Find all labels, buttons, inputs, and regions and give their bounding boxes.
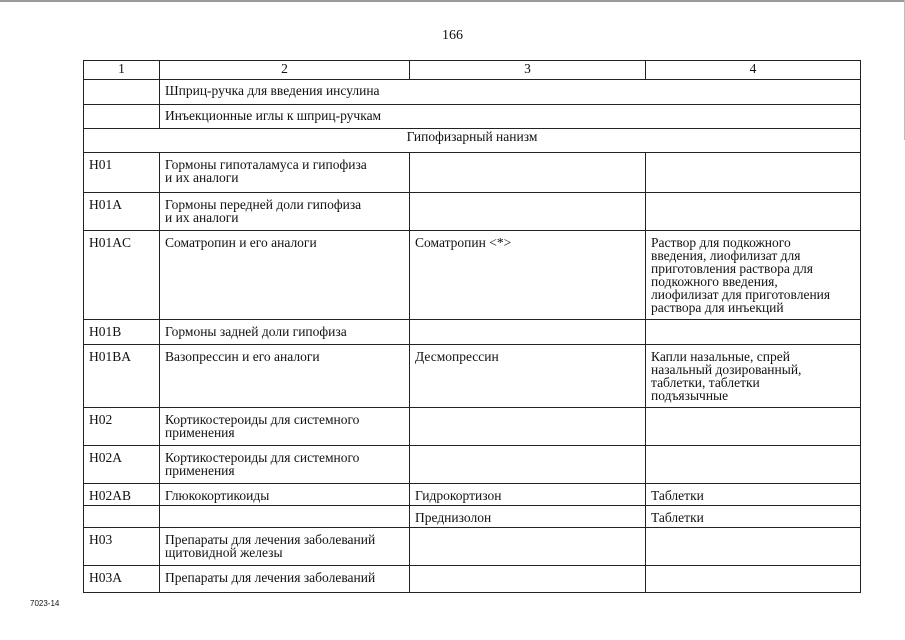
header-cell-2: 2 (160, 61, 410, 80)
code-cell: H02A (84, 446, 160, 484)
code-cell: H01AC (84, 231, 160, 320)
code-cell (84, 506, 160, 528)
item-cell: Шприц-ручка для введения инсулина (160, 80, 861, 105)
form-cell (646, 320, 861, 345)
section-row (84, 129, 861, 153)
name-cell: Препараты для лечения заболеваний щитовидной железы (160, 528, 410, 566)
header-cell-1: 1 (84, 61, 160, 80)
page-number: 166 (442, 28, 463, 43)
code-cell: H02 (84, 408, 160, 446)
table-row (84, 566, 861, 593)
table-row (84, 408, 861, 446)
form-cell: Капли назальные, спрей назальный дозированный, таблетки, таблетки подъязычные (646, 345, 861, 408)
table-row (84, 153, 861, 193)
name-cell: Гормоны передней доли гипофиза и их аналоги (160, 193, 410, 231)
item-cell: Инъекционные иглы к шприц-ручкам (160, 105, 861, 129)
table-row (84, 528, 861, 566)
name-cell: Вазопрессин и его аналоги (160, 345, 410, 408)
table-row (84, 320, 861, 345)
table-row (84, 105, 861, 129)
form-cell (646, 153, 861, 193)
table-row (84, 193, 861, 231)
code-cell: H02AB (84, 484, 160, 506)
name-cell: Препараты для лечения заболеваний (160, 566, 410, 593)
code-cell: H03 (84, 528, 160, 566)
form-cell: Таблетки (646, 484, 861, 506)
form-cell: Раствор для подкожного введения, лиофилизат для приготовления раствора для подкожного введения, лиофилизат для приготовления раствора для инъекций (646, 231, 861, 320)
name-cell: Глюкокортикоиды (160, 484, 410, 506)
code-cell: H01 (84, 153, 160, 193)
drug-cell: Соматропин <*> (410, 231, 646, 320)
form-cell (646, 528, 861, 566)
drug-table (83, 60, 861, 593)
code-cell: H01A (84, 193, 160, 231)
header-cell-4: 4 (646, 61, 861, 80)
header-cell-3: 3 (410, 61, 646, 80)
document-code: 7023-14 (30, 599, 60, 608)
drug-cell (410, 408, 646, 446)
drug-cell (410, 153, 646, 193)
name-cell: Гормоны задней доли гипофиза (160, 320, 410, 345)
drug-cell (410, 528, 646, 566)
table-row (84, 231, 861, 320)
form-cell (646, 408, 861, 446)
form-cell: Таблетки (646, 506, 861, 528)
header-row (84, 61, 861, 80)
table-row (84, 345, 861, 408)
drug-cell: Гидрокортизон (410, 484, 646, 506)
name-cell: Гормоны гипоталамуса и гипофиза и их аналоги (160, 153, 410, 193)
name-cell: Кортикостероиды для системного применения (160, 446, 410, 484)
form-cell (646, 193, 861, 231)
drug-cell: Десмопрессин (410, 345, 646, 408)
section-title: Гипофизарный нанизм (84, 129, 861, 153)
drug-cell: Преднизолон (410, 506, 646, 528)
code-cell: H01B (84, 320, 160, 345)
name-cell: Соматропин и его аналоги (160, 231, 410, 320)
code-cell: H03A (84, 566, 160, 593)
form-cell (646, 446, 861, 484)
drug-cell (410, 320, 646, 345)
code-cell (84, 80, 160, 105)
name-cell (160, 506, 410, 528)
drug-cell (410, 566, 646, 593)
table-row (84, 506, 861, 528)
table-row (84, 80, 861, 105)
table-row (84, 446, 861, 484)
name-cell: Кортикостероиды для системного применения (160, 408, 410, 446)
page-top-edge (0, 0, 905, 2)
drug-cell (410, 446, 646, 484)
code-cell: H01BA (84, 345, 160, 408)
table-row (84, 484, 861, 506)
form-cell (646, 566, 861, 593)
code-cell (84, 105, 160, 129)
drug-cell (410, 193, 646, 231)
